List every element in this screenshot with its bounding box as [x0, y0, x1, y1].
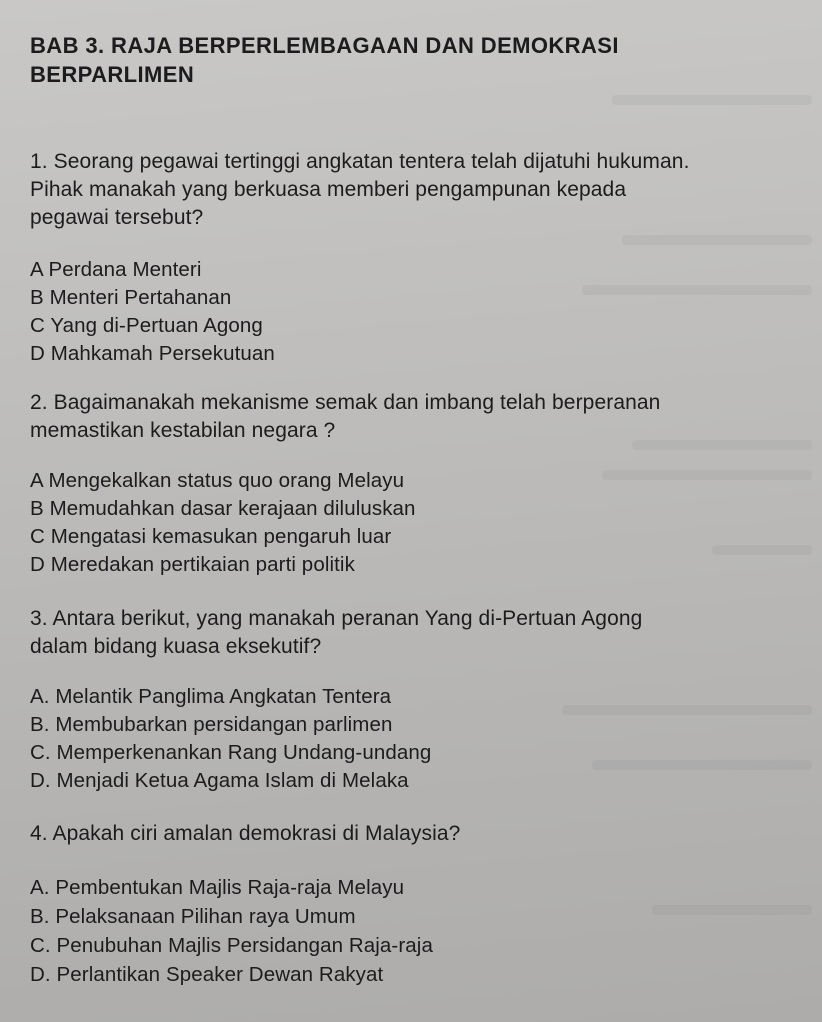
question-3-option-c: C. Memperkenankan Rang Undang-undang	[30, 741, 432, 764]
question-3-option-b: B. Membubarkan persidangan parlimen	[30, 713, 393, 736]
question-4-text-line-1: 4. Apakah ciri amalan demokrasi di Malaysia?	[30, 822, 461, 845]
question-2-text-line-1: 2. Bagaimanakah mekanisme semak dan imbang telah berperanan	[30, 391, 661, 414]
show-through-mark	[602, 470, 812, 480]
question-4-option-c: C. Penubuhan Majlis Persidangan Raja-raja	[30, 934, 433, 957]
show-through-mark	[652, 905, 812, 915]
show-through-mark	[582, 285, 812, 295]
show-through-mark	[592, 760, 812, 770]
question-3-option-a: A. Melantik Panglima Angkatan Tentera	[30, 685, 392, 708]
show-through-mark	[612, 95, 812, 105]
show-through-mark	[622, 235, 812, 245]
question-1-text-line-1: 1. Seorang pegawai tertinggi angkatan tentera telah dijatuhi hukuman.	[30, 150, 690, 173]
question-4-option-d: D. Perlantikan Speaker Dewan Rakyat	[30, 963, 384, 986]
question-4-option-b: B. Pelaksanaan Pilihan raya Umum	[30, 905, 356, 928]
show-through-mark	[712, 545, 812, 555]
chapter-title-line-2: BERPARLIMEN	[30, 62, 195, 87]
question-4-option-a: A. Pembentukan Majlis Raja-raja Melayu	[30, 876, 405, 899]
question-2-option-b: B Memudahkan dasar kerajaan diluluskan	[30, 497, 416, 520]
question-3-text-line-1: 3. Antara berikut, yang manakah peranan Yang di-Pertuan Agong	[30, 607, 643, 630]
question-2-option-d: D Meredakan pertikaian parti politik	[30, 553, 355, 576]
question-1-option-a: A Perdana Menteri	[30, 258, 202, 281]
question-1-text-line-2: Pihak manakah yang berkuasa memberi pengampunan kepada	[30, 178, 627, 201]
question-2-text-line-2: memastikan kestabilan negara ?	[30, 419, 336, 442]
question-3-option-d: D. Menjadi Ketua Agama Islam di Melaka	[30, 769, 409, 792]
show-through-mark	[632, 440, 812, 450]
question-2-option-a: A Mengekalkan status quo orang Melayu	[30, 469, 405, 492]
question-1-text-line-3: pegawai tersebut?	[30, 206, 204, 229]
question-1-option-c: C Yang di-Pertuan Agong	[30, 314, 263, 337]
question-1-option-d: D Mahkamah Persekutuan	[30, 342, 275, 365]
show-through-mark	[562, 705, 812, 715]
chapter-title-line-1: BAB 3. RAJA BERPERLEMBAGAAN DAN DEMOKRASI	[30, 33, 619, 58]
question-1-option-b: B Menteri Pertahanan	[30, 286, 232, 309]
question-3-text-line-2: dalam bidang kuasa eksekutif?	[30, 635, 322, 658]
question-2-option-c: C Mengatasi kemasukan pengaruh luar	[30, 525, 392, 548]
